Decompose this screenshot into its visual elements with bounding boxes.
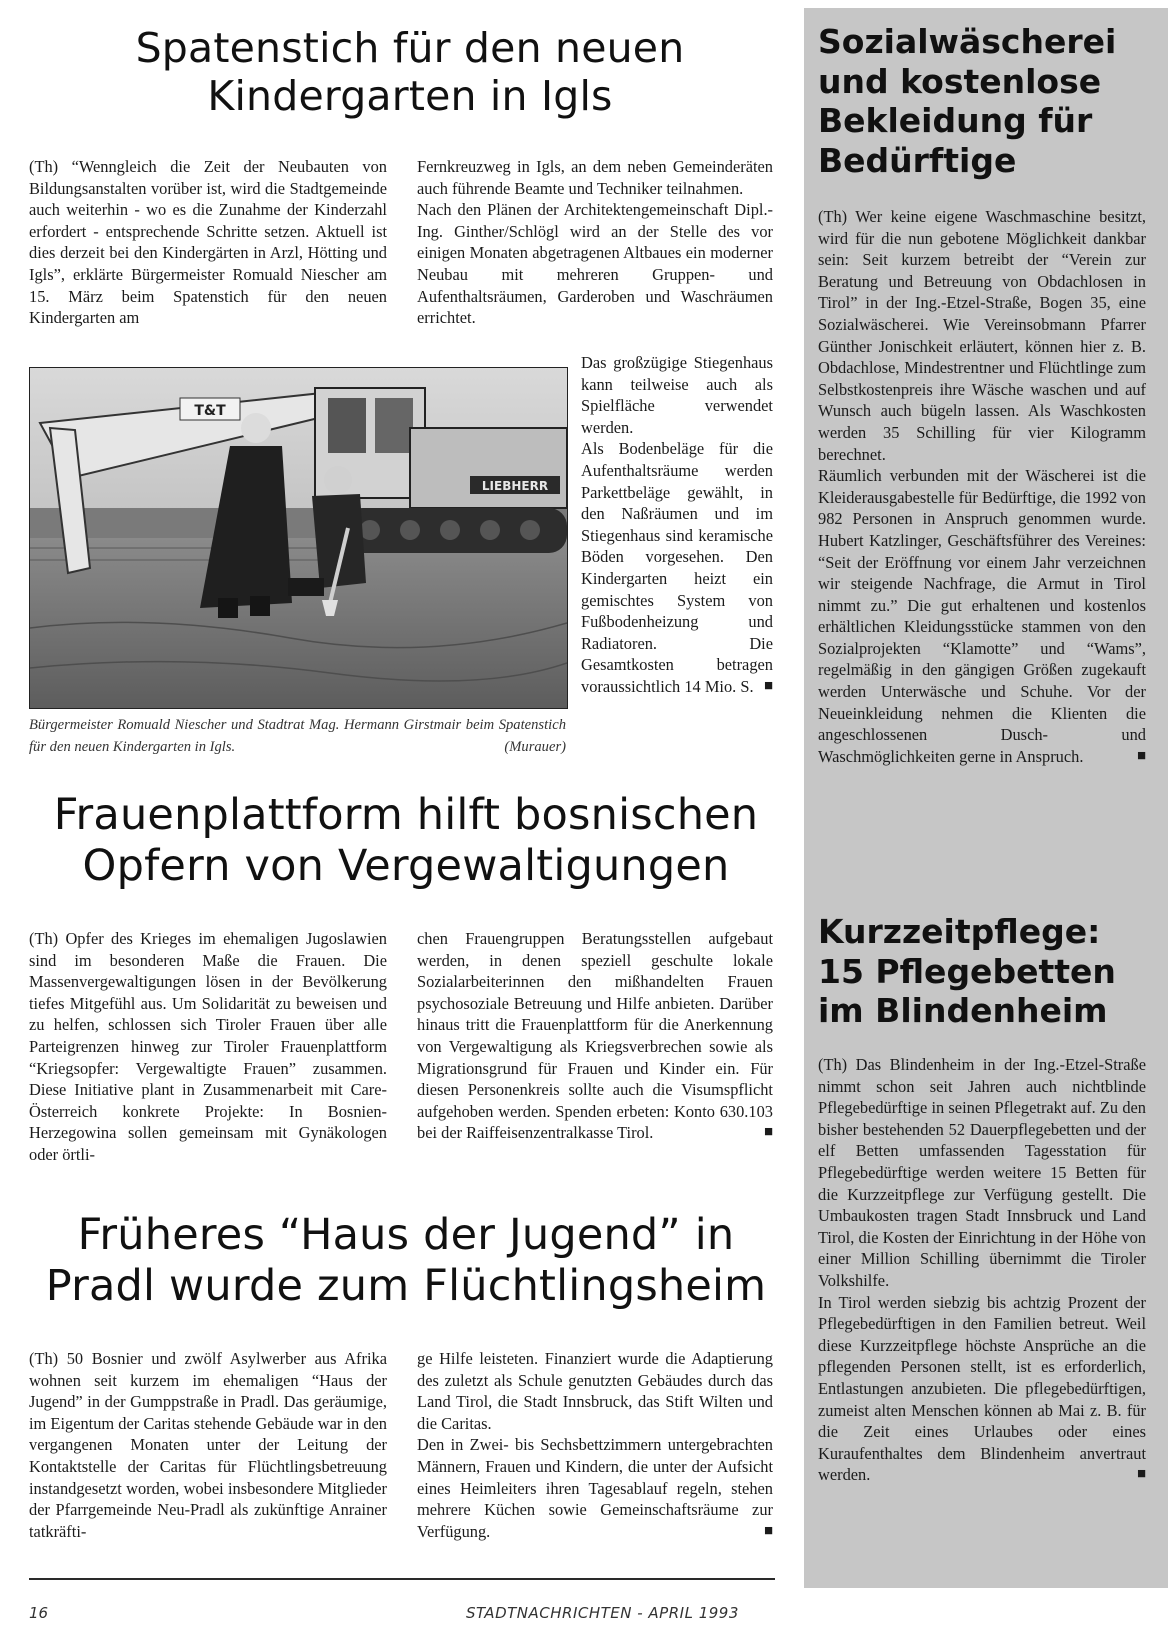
article-1-col1-text: (Th) “Wenngleich die Zeit der Neubauten von Bildungsanstalten vorüber ist, wird die Stadtgemeinde auch weiterhin - wo es die Zunahme der Kinderzahl erfordert - entsprechende Schritte setzen. Aktuell ist dies derzeit bei den Kindergärten in Arzl, Hötting und Igls”, erklärte Bürgermeister Romuald Niescher am 15. März beim Spatenstich für den neuen Kindergarten am [29, 157, 387, 328]
article-2-col1-text: (Th) Opfer des Krieges im ehemaligen Jugoslawien sind im besonderen Maße die Frauen. Die Massenvergewaltigungen lösen in der Bevölkerung tiefes Mitgefühl aus. Um Solidarität zu beweisen und zu helfen, schlossen sich Tiroler Frauen über alle Parteigrenzen hinweg zur Tiroler Frauenplattform “Kriegsopfer: Vergewaltigte Frauen” zusammen. Diese Initiative plant in Zusammenarbeit mit Care-Österreich konkrete Projekte: In Bosnien-Herzegowina sollen gemeinsam mit Gynäkologen oder örtli- [29, 929, 387, 1164]
article-1-photo [29, 367, 568, 709]
article-3-col2-para2: Den in Zwei- bis Sechsbettzimmern untergebrachten Männern, Frauen und Kindern, die unter der Aufsicht eines Heimleiters ihren Tagesablauf regeln, stehen mehrere Küchen sowie Gemeinschaftsräume zur Verfügung. ■ [417, 1434, 773, 1542]
sidebar-article-1-headline [818, 22, 1158, 180]
article-3-col1-text: (Th) 50 Bosnier und zwölf Asylwerber aus Afrika wohnen seit kurzem im ehemaligen “Haus der Jugend” in der Gumppstraße in Pradl. Das geräumige, im Eigentum der Caritas stehende Gebäude war in den vergangenen Monaten unter der Leitung der Kontaktstelle der Caritas für Flüchtlingsbetreuung instandgesetzt worden, wobei insbesondere Mitglieder der Pfarrgemeinde Neu-Pradl als zukünftige Anrainer tatkräfti- [29, 1349, 387, 1541]
sidebar-1-headline-line-1: Sozialwäscherei [818, 22, 1117, 61]
article-1-column-2 [417, 156, 773, 329]
article-3-col2-para1: ge Hilfe leisteten. Finanziert wurde die Adaptierung des zuletzt als Schule genutzten Gebäudes durch das Land Tirol, die Stadt Innsbruck, das Stift Wilten und die Caritas. [417, 1349, 773, 1433]
excavator-groundbreaking-image [30, 368, 567, 708]
sidebar-2-para1: (Th) Das Blindenheim in der Ing.-Etzel-Straße nimmt schon seit Jahren auch nichtblinde Pflegebedürftige in seinen Pflegetrakt auf. Zu den bisher bestehenden 52 Dauerpflegebetten und der elf Betten umfassenden Tagesstation für Pflegebedürftige werden weitere 15 Betten für die Kurzzeitpflege zur Verfügung gestellt. Die Umbaukosten tragen Stadt Innsbruck und Land Tirol, die Kosten der Einrichtung in der Höhe von einer Million Schilling übernimmt die Tiroler Volkshilfe. [818, 1055, 1146, 1290]
article-1-photo-caption [29, 714, 566, 758]
article-1-col2-top: Fernkreuzweg in Igls, an dem neben Gemeinderäten auch führende Beamte und Techniker teilnahmen. [417, 157, 773, 198]
sidebar-2-headline-line-3: im Blindenheim [818, 991, 1108, 1031]
article-2-headline-line-2: Opfern von Vergewaltigungen [82, 840, 730, 891]
publication-name: STADTNACHRICHTEN - APRIL 1993 [466, 1604, 739, 1622]
sidebar-2-headline-line-1: Kurzzeitpflege: [818, 912, 1101, 951]
article-2-column-1 [29, 928, 387, 1166]
article-1-column-1 [29, 156, 387, 329]
page-number: 16 [29, 1604, 49, 1622]
article-1-narrow-para2: Als Bodenbeläge für die Aufenthaltsräume werden Parkettbeläge gewählt, in den Naßräumen und im Stiegenhaus sind keramische Böden vorgesehen. Den Kindergarten heizt ein gemischtes System von Fußbodenheizung und Radiatoren. Die Gesamtkosten betragen voraussichtlich 14 Mio. S. ■ [581, 438, 773, 697]
article-2-column-2 [417, 928, 773, 1144]
article-3-headline [26, 1210, 786, 1311]
sidebar-article-1-body [818, 206, 1146, 767]
article-3-headline-line-1: Früheres “Haus der Jugend” in [77, 1210, 735, 1260]
sidebar-1-headline-line-4: Bedürftige [818, 140, 1017, 180]
sidebar-article-2-headline [818, 912, 1158, 1031]
footer-rule [29, 1578, 775, 1580]
article-1-headline-line-2: Kindergarten in Igls [207, 72, 613, 121]
photo-credit: (Murauer) [504, 739, 566, 755]
sidebar-1-headline-line-2: und kostenlose [818, 61, 1102, 101]
article-1-col2-para2: Nach den Plänen der Architektengemeinschaft Dipl.-Ing. Ginther/Schlögl wird an der Stelle des vor einigen Monaten abgetragenen Altbaues ein moderner Neubau mit mehreren Gruppen- und Aufenthaltsräumen, Garderoben und Waschräumen errichtet. [417, 200, 773, 328]
article-1-headline [40, 24, 780, 121]
article-1-narrow-para1: Das großzügige Stiegenhaus kann teilweise auch als Spielfläche verwendet werden. [581, 353, 773, 437]
photo-caption-text: Bürgermeister Romuald Niescher und Stadtrat Mag. Hermann Girstmair beim Spatenstich für den neuen Kindergarten in Igls. [29, 717, 566, 755]
article-1-headline-line-1: Spatenstich für den neuen [135, 24, 685, 72]
sidebar-2-para2: In Tirol werden siebzig bis achtzig Prozent der Pflegebedürftigen in den Familien betreut. Weil diese Kurzzeitpflege höchste Ansprüche an die pflegenden Personen stellt, ist es erforderlich, Entlastungen anzubieten. Die pflegebedürftigen, zumeist alten Menschen können ab Mai z. B. für die Zeit eines Urlaubes oder eines Kuraufenthaltes dem Blindenheim anvertraut werden. ■ [818, 1292, 1146, 1486]
article-2-headline-line-1: Frauenplattform hilft bosnischen [53, 790, 759, 840]
article-2-col2-text: chen Frauengruppen Beratungsstellen aufgebaut werden, in denen speziell geschulte lokale Sozialarbeiterinnen den mißhandelten Frauen psychosoziale Betreuung und Hilfe anbieten. Darüber hinaus tritt die Frauenplattform für die Anerkennung von Vergewaltigung als Kriegsverbrechen sowie als Migrationsgrund für Frauen und Kinder ein. Für diesen Personenkreis sollte auch die Visumspflicht aufgehoben werden. Spenden erbeten: Konto 630.103 bei der Raiffeisenzentralkasse Tirol. ■ [417, 928, 773, 1144]
article-3-column-1 [29, 1348, 387, 1542]
article-1-column-2-narrow [581, 352, 773, 698]
sidebar-2-headline-line-2: 15 Pflegebetten [818, 951, 1116, 991]
article-3-headline-line-2: Pradl wurde zum Flüchtlingsheim [45, 1260, 767, 1311]
sidebar-1-para1: (Th) Wer keine eigene Waschmaschine besitzt, wird für die nun gebotene Möglichkeit dankbar sein: Seit kurzem betreibt der “Verein zur Beratung und Betreuung von Obdachlosen in Tirol” in der Ing.-Etzel-Straße, Bogen 35, eine Sozialwäscherei. Wie Vereinsobmann Pfarrer Günther Jonischkeit erläutert, können hier z. B. Obdachlose, Mindestrentner und Flüchtlinge zum Selbstkostenpreis ihre Wäsche waschen und auf Wunsch auch bügeln lassen. Als Waschkosten werden 35 Schilling für vier Kilogramm berechnet. [818, 207, 1146, 464]
excavator-plate-text: T&T [194, 403, 226, 419]
sidebar-article-2-body [818, 1054, 1146, 1486]
article-2-headline [26, 790, 786, 891]
excavator-brand-text: LIEBHERR [481, 479, 549, 493]
article-3-column-2 [417, 1348, 773, 1542]
sidebar-1-para2: Räumlich verbunden mit der Wäscherei ist die Kleiderausgabestelle für Bedürftige, die 1992 von 982 Personen in Anspruch genommen wurde. Hubert Katzlinger, Geschäftsführer des Vereines: “Seit der Eröffnung vor einem Jahr verzeichnen wir steigende Nachfrage, die Armut in Tirol nimmt zu.” Die gut erhaltenen und kostenlos erhältlichen Kleidungsstücke stammen von den Sozialprojekten “Klamotte” und “Wams”, regelmäßig in den gängigen Größen zugekauft werden Unterwäsche und Schuhe. Vor der Neueinkleidung nehmen die Klienten die angeschlossenen Dusch- und Waschmöglichkeiten gerne in Anspruch. ■ [818, 465, 1146, 767]
sidebar-1-headline-line-3: Bekleidung für [818, 101, 1093, 141]
